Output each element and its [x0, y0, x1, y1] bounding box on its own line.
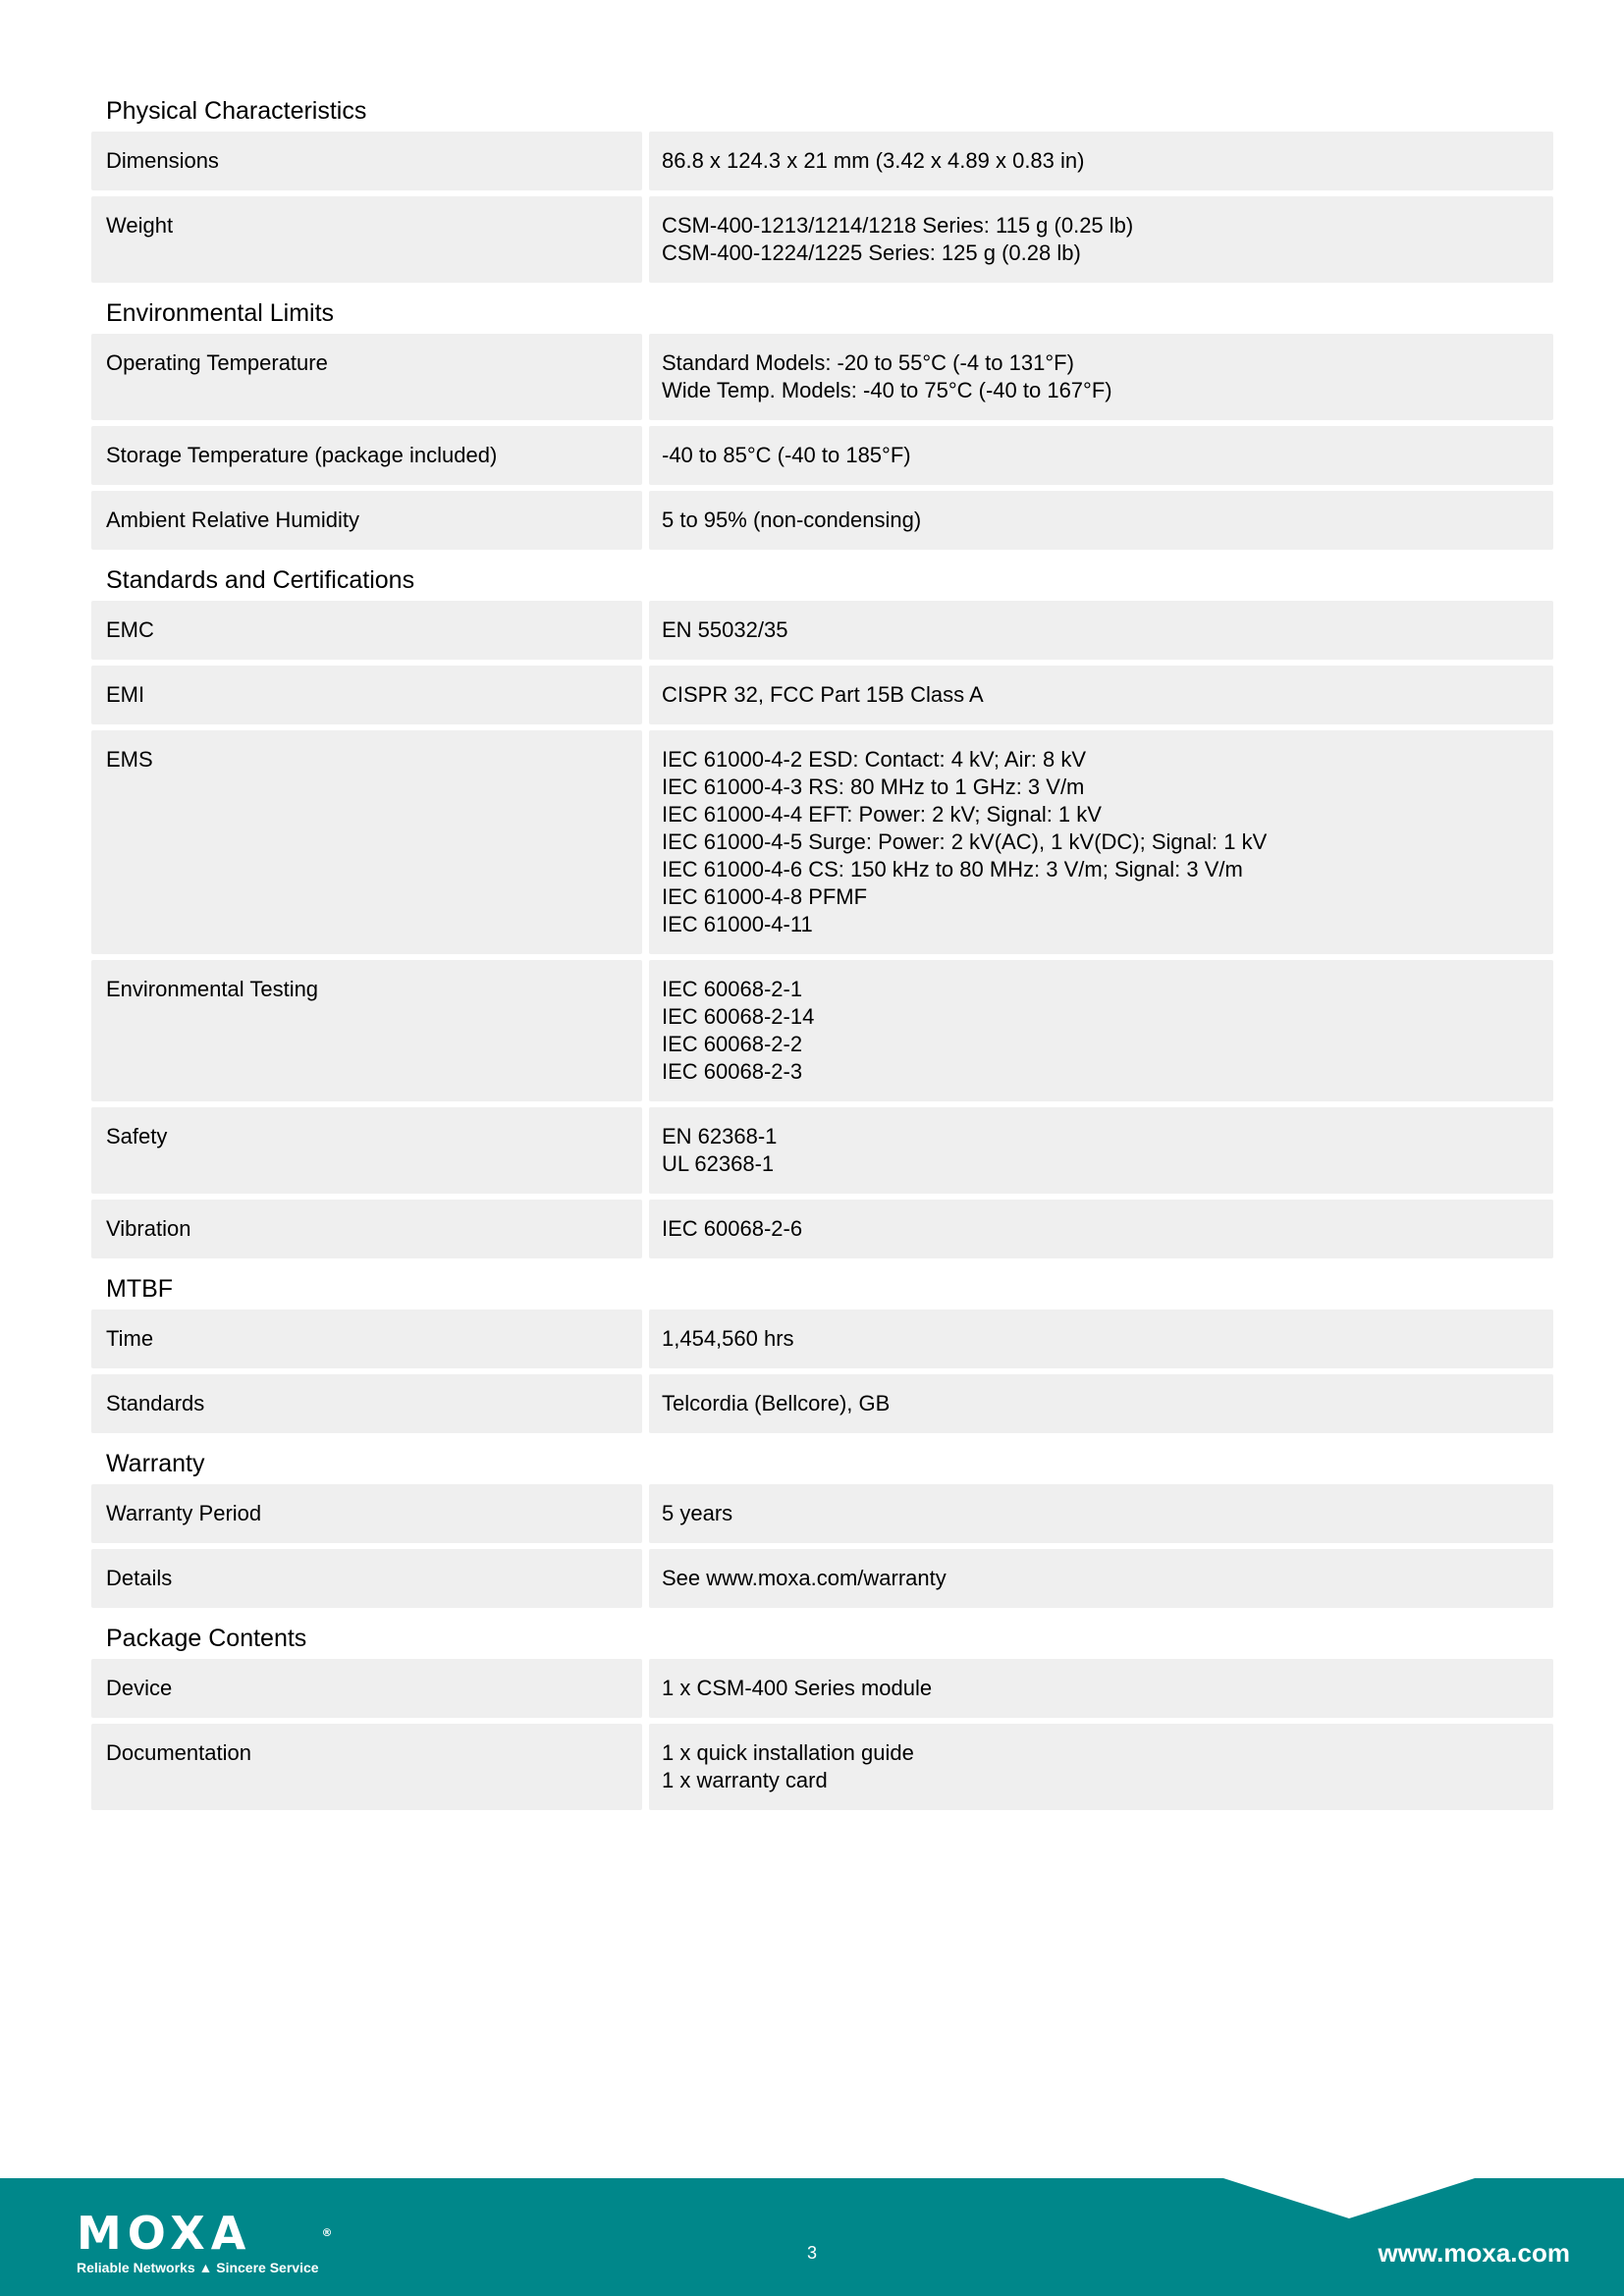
spec-section [91, 289, 1553, 550]
section-title: Physical Characteristics [106, 97, 367, 125]
spec-value-line: IEC 61000-4-5 Surge: Power: 2 kV(AC), 1 kV(DC); Signal: 1 kV [662, 829, 1268, 854]
spec-value-line: CSM-400-1224/1225 Series: 125 g (0.28 lb) [662, 240, 1081, 265]
logo-registered-mark: ® [321, 2226, 333, 2239]
section-title: MTBF [106, 1275, 174, 1303]
page-number: 3 [806, 2243, 817, 2263]
spec-value [649, 960, 1553, 1101]
spec-label: Operating Temperature [91, 334, 642, 420]
spec-value-line: CISPR 32, FCC Part 15B Class A [662, 682, 984, 707]
spec-value [649, 196, 1553, 283]
spec-value [649, 730, 1553, 954]
spec-value [649, 1200, 1553, 1258]
spec-value-line: CSM-400-1213/1214/1218 Series: 115 g (0.25 lb) [662, 213, 1134, 238]
spec-label: Time [91, 1309, 642, 1368]
spec-value-line: 1 x quick installation guide [662, 1740, 914, 1765]
spec-section [91, 1439, 1553, 1608]
spec-label: Details [91, 1549, 642, 1608]
spec-row [91, 601, 1553, 660]
spec-value-line: Standard Models: -20 to 55°C (-4 to 131°F) [662, 350, 1074, 375]
spec-value-line: 1,454,560 hrs [662, 1326, 794, 1351]
spec-value-line: 1 x warranty card [662, 1768, 828, 1792]
spec-row [91, 491, 1553, 550]
footer-notch [1223, 2178, 1475, 2218]
spec-label: Documentation [91, 1724, 642, 1810]
spec-value-line: IEC 61000-4-6 CS: 150 kHz to 80 MHz: 3 V/m; Signal: 3 V/m [662, 857, 1243, 881]
spec-value-line: 86.8 x 124.3 x 21 mm (3.42 x 4.89 x 0.83 in) [662, 148, 1085, 173]
spec-row [91, 1107, 1553, 1194]
section-title: Environmental Limits [106, 299, 335, 327]
spec-label: EMC [91, 601, 642, 660]
spec-value-line: See www.moxa.com/warranty [662, 1566, 947, 1590]
spec-value [649, 132, 1553, 190]
spec-label: Weight [91, 196, 642, 283]
spec-value [649, 1374, 1553, 1433]
spec-row [91, 334, 1553, 420]
spec-section [91, 556, 1553, 1258]
spec-label: Warranty Period [91, 1484, 642, 1543]
section-title: Package Contents [106, 1625, 307, 1652]
spec-value [649, 1484, 1553, 1543]
spec-label: Environmental Testing [91, 960, 642, 1101]
spec-row [91, 132, 1553, 190]
spec-row [91, 1374, 1553, 1433]
spec-row [91, 666, 1553, 724]
section-title: Standards and Certifications [106, 566, 415, 594]
spec-row [91, 1549, 1553, 1608]
moxa-logo[interactable] [77, 2207, 333, 2275]
spec-value-line: -40 to 85°C (-40 to 185°F) [662, 443, 911, 467]
spec-label: Standards [91, 1374, 642, 1433]
logo-wordmark: MOXA ® [77, 2207, 333, 2260]
logo-tagline: Reliable Networks ▲ Sincere Service [77, 2260, 319, 2275]
spec-value-line: IEC 60068-2-6 [662, 1216, 803, 1241]
spec-value-line: IEC 60068-2-14 [662, 1004, 815, 1029]
spec-label: Device [91, 1659, 642, 1718]
spec-label: Storage Temperature (package included) [91, 426, 642, 485]
spec-value [649, 426, 1553, 485]
spec-label: EMI [91, 666, 642, 724]
spec-value-line: EN 55032/35 [662, 617, 788, 642]
spec-value-line: EN 62368-1 [662, 1124, 778, 1148]
spec-row [91, 960, 1553, 1101]
spec-row [91, 1724, 1553, 1810]
spec-row [91, 426, 1553, 485]
spec-content [91, 86, 1553, 1816]
spec-value-line: Wide Temp. Models: -40 to 75°C (-40 to 167°F) [662, 378, 1112, 402]
spec-value [649, 1724, 1553, 1810]
spec-row [91, 1200, 1553, 1258]
spec-row [91, 1659, 1553, 1718]
spec-label: Dimensions [91, 132, 642, 190]
spec-row [91, 1484, 1553, 1543]
spec-value [649, 666, 1553, 724]
spec-label: Vibration [91, 1200, 642, 1258]
spec-value-line: IEC 61000-4-2 ESD: Contact: 4 kV; Air: 8 kV [662, 747, 1087, 772]
spec-value-line: IEC 60068-2-3 [662, 1059, 803, 1084]
spec-value [649, 334, 1553, 420]
spec-label: EMS [91, 730, 642, 954]
spec-row [91, 730, 1553, 954]
spec-value-line: 1 x CSM-400 Series module [662, 1676, 933, 1700]
spec-value-line: IEC 61000-4-3 RS: 80 MHz to 1 GHz: 3 V/m [662, 774, 1085, 799]
spec-row [91, 196, 1553, 283]
section-title: Warranty [106, 1450, 205, 1477]
spec-value [649, 491, 1553, 550]
spec-value [649, 1549, 1553, 1608]
spec-section [91, 86, 1553, 283]
spec-value [649, 1309, 1553, 1368]
spec-value-line: IEC 61000-4-4 EFT: Power: 2 kV; Signal: 1 kV [662, 802, 1102, 827]
spec-section [91, 1614, 1553, 1810]
spec-value-line: 5 years [662, 1501, 733, 1525]
spec-label: Ambient Relative Humidity [91, 491, 642, 550]
spec-value-line: Telcordia (Bellcore), GB [662, 1391, 891, 1415]
spec-value [649, 1107, 1553, 1194]
spec-value-line: IEC 61000-4-8 PFMF [662, 884, 868, 909]
spec-value [649, 1659, 1553, 1718]
spec-value-line: 5 to 95% (non-condensing) [662, 507, 922, 532]
spec-value [649, 601, 1553, 660]
spec-value-line: IEC 61000-4-11 [662, 912, 813, 936]
footer-website-link[interactable]: www.moxa.com [1378, 2238, 1570, 2268]
spec-value-line: IEC 60068-2-2 [662, 1032, 803, 1056]
spec-row [91, 1309, 1553, 1368]
spec-label: Safety [91, 1107, 642, 1194]
spec-value-line: UL 62368-1 [662, 1151, 775, 1176]
spec-section [91, 1264, 1553, 1433]
spec-value-line: IEC 60068-2-1 [662, 977, 803, 1001]
